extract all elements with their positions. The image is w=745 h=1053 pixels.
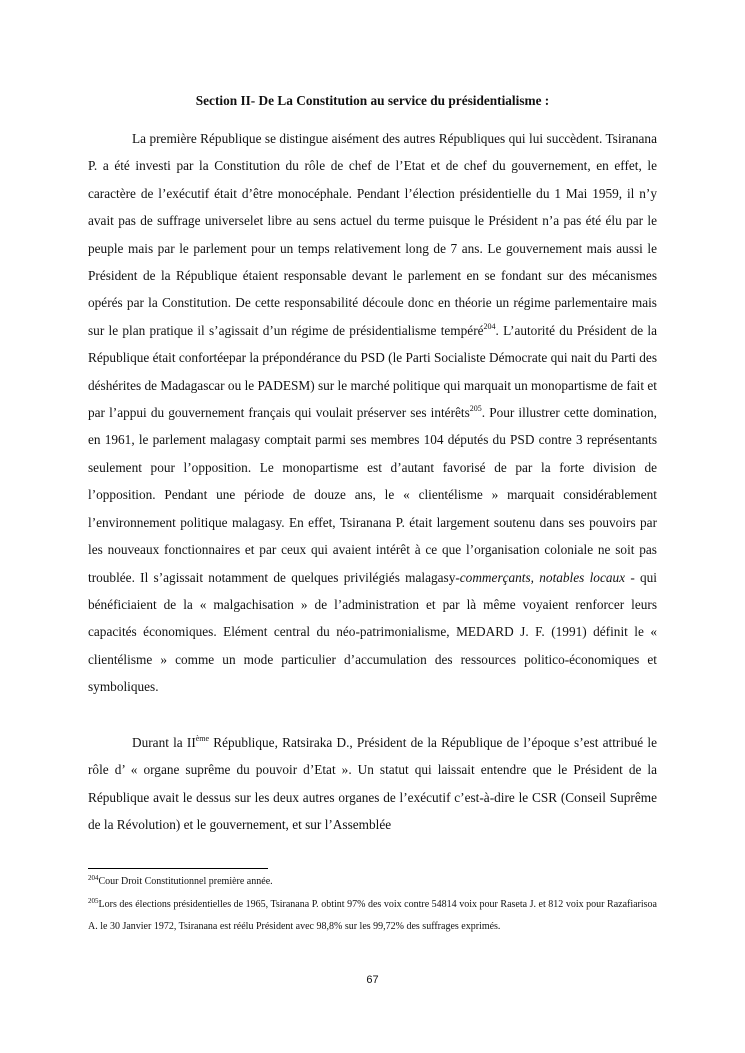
footnote-text: Lors des élections présidentielles de 1965, Tsiranana P. obtint 97% des voix contre 54814 voix pour Raseta J. et 812 voix pour Razafiarisoa A. le 30 Janvier 1972, Tsiranana est réélu Président avec 98,8% sur les 99,72% des suffrages exprimés. [88, 899, 657, 932]
footnote-text: Cour Droit Constitutionnel première année. [98, 876, 273, 887]
p1-italic-text: commerçants, notables locaux [459, 569, 626, 585]
footnote-ref-204: 204 [483, 321, 496, 331]
p2-text-1: Durant la II [132, 735, 196, 750]
p1-text-4: - qui bénéficiaient de la « malgachisation » de l’administration et par là même voyaient renforcer leurs capacités économiques. Elément central du néo-patrimonialisme, MEDARD J. F. (1991) définit le « clientélisme » comme un mode particulier d’accumulation des ressources politico-économiques et symboliques. [88, 569, 657, 695]
section-heading: Section II- De La Constitution au service du présidentialisme : [195, 93, 550, 108]
paragraph-1 [88, 125, 657, 701]
footnote-ref-205: 205 [469, 404, 482, 414]
footnote-separator [88, 868, 268, 869]
paragraph-2 [88, 729, 657, 839]
footnote-number: 204 [88, 874, 99, 882]
p1-text-3: . Pour illustrer cette domination, en 1961, le parlement malagasy comptait parmi ses membres 104 députés du PSD contre 3 représentants seulement pour l’opposition. Le monopartisme est d’autant favorisé de par la forte division de l’opposition. Pendant une période de douze ans, le « clientélisme » marquait considérablement l’environnement politique malagasy. En effet, Tsiranana P. était largement soutenu dans ses pouvoirs par les nouveaux fonctionnaires et par ceux qui avaient intérêt à ce que l’organisation coloniale ne soit pas troublée. Il s’agissait notamment de quelques privilégiés malagasy- [88, 405, 657, 585]
footnote-204 [88, 871, 657, 893]
page-number: 67 [366, 974, 379, 986]
p2-superscript: ème [195, 734, 210, 743]
footnote-number: 205 [88, 897, 99, 905]
p2-text-2: République, Ratsiraka D., Président de la République de l’époque s’est attribué le rôle d’ « organe suprême du pouvoir d’Etat ». Un statut qui laissait entendre que le Président de la République avait le dessus sur les deux autres organes de l’exécutif c’est-à-dire le CSR (Conseil Suprême de la Révolution) et le gouvernement, et sur l’Assemblée [88, 735, 657, 833]
footnote-205 [88, 894, 657, 937]
p1-text-1: La première République se distingue aisément des autres Républiques qui lui succèdent. Tsiranana P. a été investi par la Constitution du rôle de chef de l’Etat et de chef du gouvernement, en effet, le caractère de l’exécutif était d’être monocéphale. Pendant l’élection présidentielle du 1 Mai 1959, il n’y avait pas de suffrage universelet libre au sens actuel du terme puisque le Président n’a pas été élu par le peuple mais par le parlement pour un temps relativement long de 7 ans. Le gouvernement mais aussi le Président de la République étaient responsable devant le parlement en se fondant sur des mécanismes opérés par la Constitution. De cette responsabilité découle donc en théorie un régime parlementaire mais sur le plan pratique il s’agissait d’un régime de présidentialisme tempéré [88, 131, 657, 338]
p1-text-2: . L’autorité du Président de la République était confortéepar la prépondérance du PSD (le Parti Socialiste Démocrate qui nait du Parti des déshérites de Madagascar ou le PADESM) sur le marché politique qui marquait un monopartisme de fait et par l’appui du gouvernement français qui voulait préserver ses intérêts [88, 322, 658, 421]
